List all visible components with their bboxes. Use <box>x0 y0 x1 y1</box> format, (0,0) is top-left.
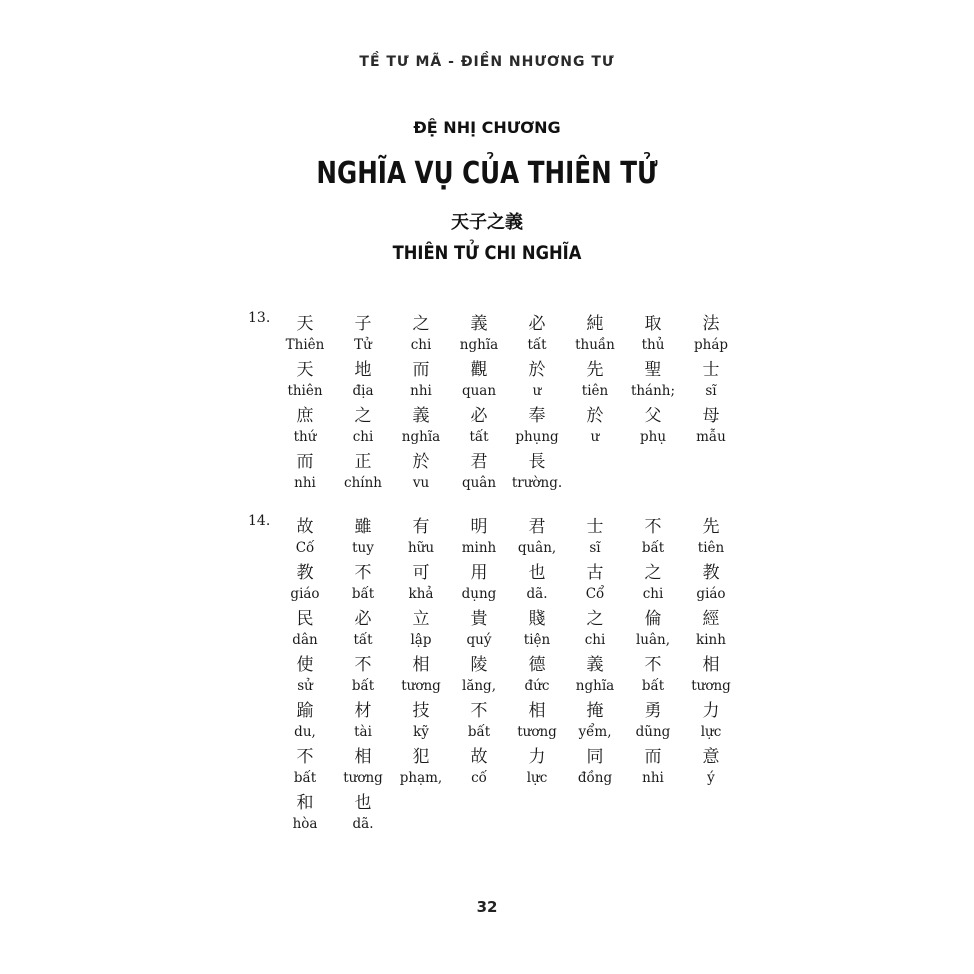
transliteration-word: chi <box>642 585 664 602</box>
han-character: 之 <box>586 609 604 629</box>
han-character: 義 <box>586 655 604 675</box>
transliteration-word: quân, <box>517 539 557 556</box>
transliteration-word: bất <box>351 677 375 694</box>
transliteration-word: chi <box>352 428 374 445</box>
han-character: 義 <box>412 406 430 426</box>
transliteration-word: tất <box>469 428 489 445</box>
transliteration-word: nghĩa <box>575 677 615 694</box>
transliteration-word: pháp <box>693 336 729 353</box>
chapter-title-sino-vietnamese: THIÊN TỬ CHI NGHĨA <box>392 242 582 264</box>
transliteration-word: Thiên <box>285 336 325 353</box>
transliteration-word: tương <box>517 723 557 740</box>
han-character: 之 <box>644 563 662 583</box>
han-character: 先 <box>702 517 720 537</box>
han-character: 義 <box>470 314 488 334</box>
han-character: 民 <box>296 609 314 629</box>
chapter-title: NGHĨA VỤ CỦA THIÊN TỬ <box>316 156 658 191</box>
transliteration-row <box>276 425 756 448</box>
han-character: 用 <box>470 563 488 583</box>
han-character: 意 <box>702 747 720 767</box>
han-character: 不 <box>354 655 372 675</box>
han-character: 相 <box>354 747 372 767</box>
transliteration-word: nghĩa <box>401 428 441 445</box>
transliteration-row <box>276 471 756 494</box>
han-character: 之 <box>354 406 372 426</box>
transliteration-row <box>276 536 756 559</box>
transliteration-word: tương <box>343 769 383 786</box>
han-character-row <box>276 402 756 425</box>
han-character: 於 <box>528 360 546 380</box>
transliteration-word: tiện <box>523 631 551 648</box>
han-character: 之 <box>412 314 430 334</box>
han-character: 貴 <box>470 609 488 629</box>
han-character-row <box>276 605 756 628</box>
transliteration-word: đồng <box>577 769 613 786</box>
transliteration-word: thứ <box>293 428 317 445</box>
transliteration-word: hữu <box>407 539 435 556</box>
transliteration-word: ý <box>707 769 715 786</box>
verse-rows <box>276 513 756 835</box>
han-character: 庶 <box>296 406 314 426</box>
transliteration-word: thuần <box>575 336 615 353</box>
han-character: 踰 <box>296 701 314 721</box>
transliteration-word: lực <box>526 769 548 786</box>
transliteration-word: quân <box>461 474 497 491</box>
han-character: 天 <box>296 360 314 380</box>
transliteration-word: nhi <box>642 769 664 786</box>
han-character: 子 <box>354 314 372 334</box>
verse-rows <box>276 310 756 494</box>
han-character-row <box>276 448 756 471</box>
transliteration-word: du, <box>294 723 316 740</box>
transliteration-word: sử <box>297 677 313 694</box>
han-character: 法 <box>702 314 720 334</box>
han-character: 有 <box>412 517 430 537</box>
han-character: 純 <box>586 314 604 334</box>
han-character-row <box>276 310 756 333</box>
transliteration-row <box>276 812 756 835</box>
han-character: 倫 <box>644 609 662 629</box>
transliteration-word: khả <box>408 585 434 602</box>
han-character: 取 <box>644 314 662 334</box>
han-character: 士 <box>586 517 604 537</box>
transliteration-row <box>276 766 756 789</box>
transliteration-row <box>276 628 756 651</box>
transliteration-word: thiên <box>287 382 323 399</box>
han-character: 觀 <box>470 360 488 380</box>
transliteration-word: kỹ <box>413 723 429 740</box>
transliteration-word: thủ <box>641 336 665 353</box>
transliteration-word: phụng <box>515 428 559 445</box>
han-character: 不 <box>644 517 662 537</box>
verse-number: 13. <box>248 310 271 326</box>
han-character: 經 <box>702 609 720 629</box>
transliteration-word: Tử <box>354 336 372 353</box>
transliteration-word: tất <box>527 336 547 353</box>
transliteration-word: quan <box>461 382 497 399</box>
han-character: 故 <box>470 747 488 767</box>
han-character: 也 <box>528 563 546 583</box>
transliteration-word: bất <box>467 723 491 740</box>
transliteration-word: địa <box>352 382 374 399</box>
han-character-row <box>276 743 756 766</box>
transliteration-word: vu <box>412 474 430 491</box>
transliteration-word: nghĩa <box>459 336 499 353</box>
han-character: 長 <box>528 452 546 472</box>
han-character: 於 <box>586 406 604 426</box>
transliteration-word: bất <box>351 585 375 602</box>
transliteration-word: lăng, <box>462 677 496 694</box>
han-character: 相 <box>702 655 720 675</box>
han-character: 不 <box>470 701 488 721</box>
han-character: 陵 <box>470 655 488 675</box>
han-character: 教 <box>296 563 314 583</box>
transliteration-word: tất <box>353 631 373 648</box>
transliteration-word: hòa <box>292 815 318 832</box>
han-character: 可 <box>412 563 430 583</box>
han-character: 古 <box>586 563 604 583</box>
han-character-row <box>276 789 756 812</box>
han-character: 也 <box>354 793 372 813</box>
transliteration-word: bất <box>293 769 317 786</box>
running-header: TỀ TƯ MÃ - ĐIỀN NHƯƠNG TƯ <box>359 54 615 70</box>
han-character: 犯 <box>412 747 430 767</box>
chapter-title-han: 天子之義 <box>451 212 523 233</box>
transliteration-word: chính <box>344 474 382 491</box>
transliteration-word: tương <box>401 677 441 694</box>
transliteration-word: chi <box>584 631 606 648</box>
transliteration-word: luân, <box>635 631 671 648</box>
han-character: 力 <box>528 747 546 767</box>
han-character: 母 <box>702 406 720 426</box>
han-character: 不 <box>644 655 662 675</box>
han-character-row <box>276 559 756 582</box>
transliteration-word: nhi <box>410 382 432 399</box>
transliteration-word: yểm, <box>578 723 612 740</box>
transliteration-word: dã. <box>526 585 548 602</box>
han-character: 必 <box>354 609 372 629</box>
han-character: 君 <box>528 517 546 537</box>
transliteration-word: phạm, <box>399 769 443 786</box>
transliteration-word: ư <box>590 428 600 445</box>
chapter-label: ĐỆ NHỊ CHƯƠNG <box>413 118 561 137</box>
han-character-row <box>276 697 756 720</box>
transliteration-word: minh <box>461 539 497 556</box>
transliteration-word: lực <box>700 723 722 740</box>
han-character: 材 <box>354 701 372 721</box>
transliteration-word: Cổ <box>585 585 605 602</box>
transliteration-row <box>276 333 756 356</box>
han-character: 教 <box>702 563 720 583</box>
transliteration-word: tuy <box>352 539 374 556</box>
han-character: 賤 <box>528 609 546 629</box>
han-character: 立 <box>412 609 430 629</box>
han-character: 天 <box>296 314 314 334</box>
han-character-row <box>276 651 756 674</box>
han-character: 相 <box>528 701 546 721</box>
transliteration-word: kinh <box>696 631 726 648</box>
transliteration-row <box>276 582 756 605</box>
han-character: 故 <box>296 517 314 537</box>
han-character: 技 <box>412 701 430 721</box>
han-character: 德 <box>528 655 546 675</box>
transliteration-word: giáo <box>696 585 726 602</box>
han-character: 奉 <box>528 406 546 426</box>
han-character: 掩 <box>586 701 604 721</box>
transliteration-word: bất <box>641 677 665 694</box>
han-character: 而 <box>644 747 662 767</box>
han-character: 士 <box>702 360 720 380</box>
han-character: 而 <box>296 452 314 472</box>
han-character: 同 <box>586 747 604 767</box>
transliteration-word: bất <box>641 539 665 556</box>
han-character: 父 <box>644 406 662 426</box>
transliteration-word: tiên <box>697 539 725 556</box>
han-character: 相 <box>412 655 430 675</box>
transliteration-row <box>276 674 756 697</box>
transliteration-word: tương <box>691 677 731 694</box>
han-character: 先 <box>586 360 604 380</box>
transliteration-word: cố <box>471 769 487 786</box>
han-character: 和 <box>296 793 314 813</box>
han-character: 雖 <box>354 517 372 537</box>
han-character: 力 <box>702 701 720 721</box>
han-character: 不 <box>354 563 372 583</box>
transliteration-row <box>276 379 756 402</box>
transliteration-word: dũng <box>635 723 671 740</box>
transliteration-word: Cố <box>295 539 315 556</box>
han-character: 必 <box>470 406 488 426</box>
transliteration-word: sĩ <box>589 539 601 556</box>
verse-number: 14. <box>248 513 271 529</box>
page-number: 32 <box>476 898 498 916</box>
transliteration-word: tiên <box>581 382 609 399</box>
transliteration-word: trường. <box>511 474 563 491</box>
han-character: 明 <box>470 517 488 537</box>
transliteration-word: quý <box>466 631 492 648</box>
transliteration-row <box>276 720 756 743</box>
transliteration-word: chi <box>410 336 432 353</box>
transliteration-word: đức <box>524 677 550 694</box>
han-character: 聖 <box>644 360 662 380</box>
transliteration-word: nhi <box>294 474 316 491</box>
transliteration-word: dã. <box>352 815 374 832</box>
transliteration-word: lập <box>410 631 432 648</box>
transliteration-word: giáo <box>290 585 320 602</box>
han-character: 而 <box>412 360 430 380</box>
han-character: 使 <box>296 655 314 675</box>
han-character: 正 <box>354 452 372 472</box>
transliteration-word: ư <box>532 382 542 399</box>
han-character: 必 <box>528 314 546 334</box>
transliteration-word: tài <box>354 723 372 740</box>
han-character: 於 <box>412 452 430 472</box>
transliteration-word: phụ <box>639 428 667 445</box>
han-character: 勇 <box>644 701 662 721</box>
han-character: 不 <box>296 747 314 767</box>
han-character: 君 <box>470 452 488 472</box>
transliteration-word: mẫu <box>696 428 726 445</box>
transliteration-word: sĩ <box>705 382 717 399</box>
transliteration-word: dân <box>292 631 318 648</box>
han-character-row <box>276 513 756 536</box>
han-character: 地 <box>354 360 372 380</box>
han-character-row <box>276 356 756 379</box>
transliteration-word: thánh; <box>630 382 676 399</box>
transliteration-word: dụng <box>461 585 497 602</box>
